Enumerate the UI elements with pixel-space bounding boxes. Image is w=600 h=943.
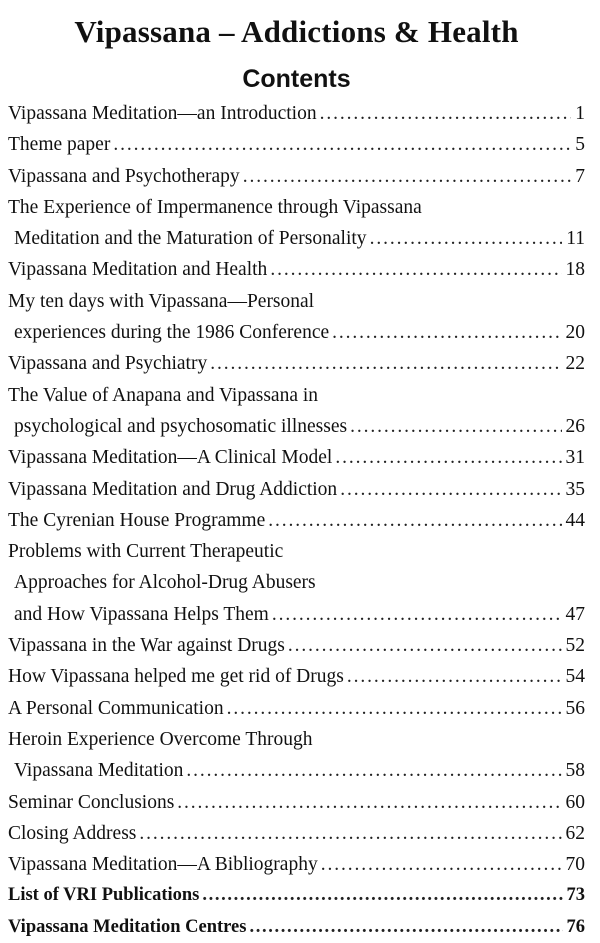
book-title: Vipassana – Addictions & Health <box>74 14 519 49</box>
toc-entry-title: Vipassana and Psychotherapy <box>8 165 240 187</box>
toc-entry <box>8 880 585 911</box>
toc-entry-title: Vipassana Meditation—A Clinical Model <box>8 447 333 469</box>
toc-entry-title: How Vipassana helped me get rid of Drugs <box>8 666 344 688</box>
toc-line <box>8 567 585 598</box>
toc-page-number: 58 <box>565 760 585 782</box>
dot-leader <box>202 880 562 911</box>
dot-leader <box>177 787 561 818</box>
toc-line <box>8 129 585 160</box>
dot-leader <box>243 161 571 192</box>
dot-leader <box>210 348 561 379</box>
toc-entry-title: List of VRI Publications <box>8 885 200 906</box>
toc-entry <box>8 661 585 692</box>
toc-page-number: 26 <box>565 415 585 437</box>
toc-line <box>8 98 585 129</box>
dot-leader <box>139 818 561 849</box>
toc-page-number: 1 <box>575 103 585 124</box>
toc-line <box>8 442 585 473</box>
toc-entry-title: Vipassana Meditation and Health <box>8 259 268 281</box>
toc-entry-title: The Cyrenian House Programme <box>8 509 266 531</box>
toc-line <box>8 474 585 505</box>
toc-entry-title: Vipassana Meditation—A Bibliography <box>8 854 318 876</box>
dot-leader <box>321 849 562 880</box>
toc-line <box>8 505 585 536</box>
toc-entry-title: Seminar Conclusions <box>8 791 175 813</box>
toc-line <box>8 755 585 786</box>
toc-line <box>8 661 585 692</box>
dot-leader <box>347 661 562 692</box>
toc-entry-title: and How Vipassana Helps Them <box>14 603 269 625</box>
toc-entry-title: Vipassana Meditation <box>14 760 184 782</box>
toc-entry-title: Vipassana Meditation and Drug Addiction <box>8 478 338 500</box>
toc-entry <box>8 98 585 129</box>
contents-heading: Contents <box>242 65 351 93</box>
toc-page-number: 18 <box>565 259 585 281</box>
toc-line <box>8 818 585 849</box>
toc-page-number: 20 <box>565 322 585 344</box>
toc-page-number: 70 <box>565 854 585 876</box>
toc-line <box>8 880 585 911</box>
toc-line <box>8 286 585 317</box>
toc-page-number: 7 <box>575 165 585 187</box>
toc-line <box>8 380 585 411</box>
toc-entry <box>8 693 585 724</box>
toc-entry <box>8 849 585 880</box>
toc-line <box>8 912 585 943</box>
toc-entry-title: Approaches for Alcohol-Drug Abusers <box>14 572 316 594</box>
dot-leader <box>113 129 571 160</box>
dot-leader <box>249 912 562 943</box>
toc-page-number: 47 <box>565 603 585 625</box>
toc-page-number: 5 <box>575 134 585 156</box>
toc-page-number: 35 <box>565 478 585 500</box>
toc-entry <box>8 505 585 536</box>
dot-leader <box>227 693 562 724</box>
toc-page-number: 31 <box>565 447 585 469</box>
toc-entry <box>8 912 585 943</box>
toc-entry-title: Heroin Experience Overcome Through <box>8 728 313 750</box>
toc-entry <box>8 818 585 849</box>
toc-line <box>8 849 585 880</box>
toc-entry-title: My ten days with Vipassana—Personal <box>8 290 315 312</box>
toc-page-number: 60 <box>565 791 585 813</box>
toc-entry-title: The Experience of Impermanence through Vipassana <box>8 196 422 218</box>
toc-entry-title: Vipassana in the War against Drugs <box>8 635 285 657</box>
toc-page-number: 54 <box>565 666 585 688</box>
dot-leader <box>320 98 571 129</box>
dot-leader <box>186 755 561 786</box>
toc-entry <box>8 442 585 473</box>
toc-page-number: 76 <box>566 916 585 937</box>
dot-leader <box>350 411 561 442</box>
toc-line <box>8 192 585 223</box>
toc-entry <box>8 724 585 787</box>
dot-leader <box>272 599 562 630</box>
toc-entry <box>8 161 585 192</box>
toc-entry <box>8 630 585 661</box>
toc-line <box>8 223 585 254</box>
toc-line <box>8 254 585 285</box>
toc-page-number: 52 <box>565 635 585 657</box>
toc-entry-title: experiences during the 1986 Conference <box>14 322 330 344</box>
toc-line <box>8 536 585 567</box>
toc-entry-title: Meditation and the Maturation of Personality <box>14 228 367 250</box>
toc-entry-title: The Value of Anapana and Vipassana in <box>8 384 319 406</box>
toc-line <box>8 630 585 661</box>
dot-leader <box>332 317 561 348</box>
toc-entry-title: Problems with Current Therapeutic <box>8 541 284 563</box>
toc-entry-title: Vipassana Meditation Centres <box>8 916 247 937</box>
toc-entry <box>8 348 585 379</box>
toc-entry <box>8 536 585 630</box>
toc-line <box>8 787 585 818</box>
toc-page-number: 56 <box>565 697 585 719</box>
dot-leader <box>335 442 561 473</box>
toc-page-number: 73 <box>566 885 585 906</box>
toc-line <box>8 599 585 630</box>
toc-line <box>8 161 585 192</box>
toc-page-number: 62 <box>565 822 585 844</box>
toc-entry-title: A Personal Communication <box>8 697 224 719</box>
toc-entry <box>8 474 585 505</box>
toc-entry-title: Vipassana Meditation—an Introduction <box>8 103 317 124</box>
toc-line <box>8 317 585 348</box>
toc-line <box>8 348 585 379</box>
table-of-contents <box>8 98 585 943</box>
toc-entry-title: psychological and psychosomatic illnesses <box>14 415 348 437</box>
toc-entry-title: Closing Address <box>8 822 137 844</box>
toc-page-number: 22 <box>565 353 585 375</box>
toc-page-number: 44 <box>565 509 585 531</box>
toc-entry-title: Vipassana and Psychiatry <box>8 353 208 375</box>
toc-line <box>8 411 585 442</box>
dot-leader <box>340 474 561 505</box>
toc-entry-title: Theme paper <box>8 134 111 156</box>
dot-leader <box>270 254 561 285</box>
toc-page-number: 11 <box>566 228 585 250</box>
toc-entry <box>8 787 585 818</box>
toc-entry <box>8 254 585 285</box>
toc-line <box>8 724 585 755</box>
toc-line <box>8 693 585 724</box>
toc-entry <box>8 129 585 160</box>
dot-leader <box>370 223 563 254</box>
toc-entry <box>8 286 585 349</box>
dot-leader <box>288 630 562 661</box>
dot-leader <box>268 505 561 536</box>
toc-entry <box>8 380 585 443</box>
toc-entry <box>8 192 585 255</box>
